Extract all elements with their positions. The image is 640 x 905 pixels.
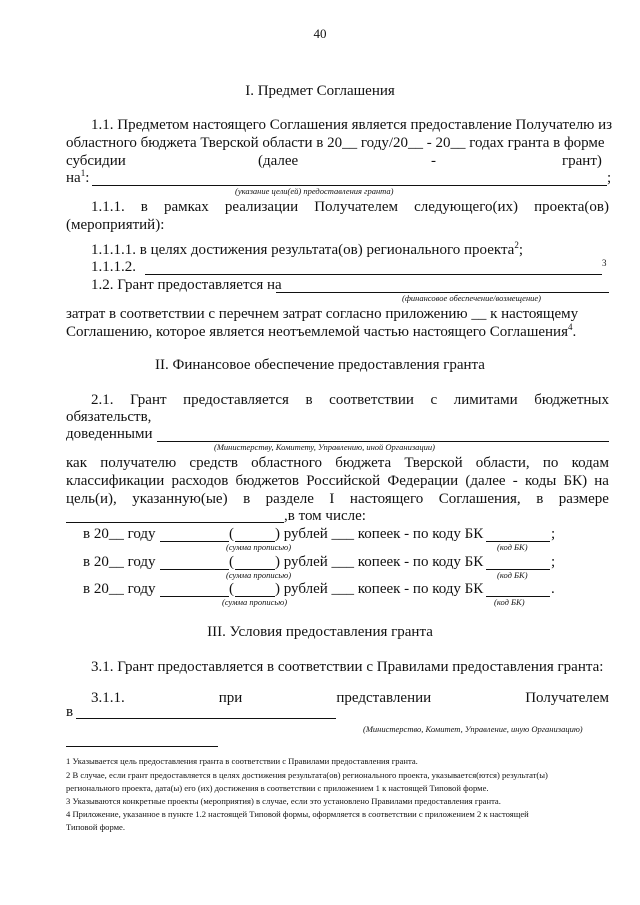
amount-fill-line[interactable]	[160, 596, 229, 597]
word: классификации	[66, 473, 165, 489]
section-2-heading: II. Финансовое обеспечение предоставления гранта	[155, 357, 485, 373]
year-label: в 20__ году	[83, 581, 156, 597]
paragraph-2-1-line-7: ,в том числе:	[284, 508, 366, 524]
paragraph-1-1-line-3-c: -	[431, 153, 436, 169]
word: на	[594, 473, 609, 489]
text-na: на	[66, 170, 81, 186]
paren-open: (	[229, 526, 234, 542]
line-end-semicolon: ;	[607, 170, 612, 186]
footnote-4-line-1: 4 Приложение, указанное в пункте 1.2 настоящей Типовой формы, оформляется в соответствии с приложением 2 к настоящей	[66, 809, 529, 819]
ministry-fill-line-2[interactable]	[76, 718, 336, 719]
footnote-1: 1 Указывается цель предоставления гранта в соответствии с Правилами предоставления гранта.	[66, 756, 418, 766]
text: 1.1.1.1. в целях достижения результата(ов) регионального проекта	[91, 242, 515, 258]
page-number: 40	[313, 26, 327, 41]
word: настоящего	[349, 491, 424, 507]
word: кодам	[571, 455, 609, 471]
text: .	[572, 324, 577, 340]
amount-fill-line[interactable]	[160, 541, 229, 542]
word: указанную(ые)	[132, 491, 228, 507]
word: в	[536, 491, 544, 507]
paragraph-1-2-line-1: 1.2. Грант предоставляется на	[91, 277, 282, 293]
paragraph-2-1-line-6	[66, 491, 609, 508]
word: 2.1.	[91, 392, 114, 408]
row-end: .	[551, 581, 555, 597]
word: соответствии	[329, 392, 414, 408]
word: получателю	[100, 455, 177, 471]
rubles-kopeks-text: ) рублей ___ копеек - по коду БК	[275, 526, 484, 542]
word: Российской	[306, 473, 381, 489]
word: БК)	[563, 473, 588, 489]
paragraph-1-1-line-2: областного бюджета Тверской области в 20__ году/20__ - 20__ годах гранта в форме	[66, 135, 605, 151]
word: Тверской	[404, 455, 463, 471]
amount-fill-line[interactable]	[160, 569, 229, 570]
word: в	[305, 392, 313, 408]
rubles-kopeks-text: ) рублей ___ копеек - по коду БК	[275, 554, 484, 570]
caption-bk-code: (код БК)	[497, 542, 528, 552]
word: Получателем	[525, 690, 609, 706]
word: области,	[475, 455, 530, 471]
word: коды	[524, 473, 557, 489]
word: Грант	[130, 392, 167, 408]
word: реализации	[224, 199, 299, 215]
paragraph-1-1-line-3-d: грант)	[562, 153, 602, 169]
word: при	[218, 690, 243, 706]
row-end: ;	[551, 554, 556, 570]
paragraph-1-1-1-line-2: (мероприятий):	[66, 217, 165, 233]
footnote-ref-4: 4	[567, 322, 573, 332]
word: рамках	[163, 199, 209, 215]
footnote-separator	[66, 746, 218, 747]
paragraph-1-1-line-4	[66, 170, 89, 187]
caption-ministry-2: (Министерство, Комитет, Управление, иную Организацию)	[363, 724, 583, 734]
paren-open: (	[229, 581, 234, 597]
word: расходов	[171, 473, 229, 489]
word: Соглашения,	[438, 491, 521, 507]
total-amount-fill-line[interactable]	[66, 522, 284, 523]
caption-bk-code: (код БК)	[494, 597, 525, 607]
caption-amount-words: (сумма прописью)	[222, 597, 288, 607]
text-colon: :	[85, 170, 90, 186]
row-end: ;	[551, 526, 556, 542]
word: областного	[251, 455, 323, 471]
text: ;	[518, 242, 524, 258]
word: бюджетов	[235, 473, 300, 489]
word: проекта(ов)	[534, 199, 609, 215]
paragraph-2-1-line-4	[66, 455, 609, 472]
paragraph-2-1-line-2: обязательств,	[66, 409, 152, 425]
paragraph-2-1-line-1	[91, 392, 609, 409]
paragraph-3-1-1-line-2: в	[66, 704, 74, 720]
footnote-2-line-2: регионального проекта, дата(ы) его (их) достижения в соответствии с приложением 1 к настоящей Типовой форме.	[66, 783, 489, 793]
footnote-ref-3: 3	[602, 258, 607, 268]
caption-financing: (финансовое обеспечение/возмещение)	[402, 293, 542, 303]
word: лимитами	[453, 392, 518, 408]
word: предоставляется	[183, 392, 289, 408]
paragraph-1-1-line-3-a: субсидии	[66, 153, 126, 169]
word: разделе	[265, 491, 314, 507]
word: -	[512, 473, 518, 489]
caption-purpose: (указание цели(ей) предоставления гранта)	[235, 186, 394, 196]
paragraph-1-1-1-1	[91, 242, 523, 259]
rubles-kopeks-text: ) рублей ___ копеек - по коду БК	[275, 581, 484, 597]
paragraph-1-1-1-2: 1.1.1.2.	[91, 259, 136, 275]
paragraph-3-1-1-line-1	[91, 690, 609, 707]
word: 3.1.1.	[91, 690, 125, 706]
caption-ministry: (Министерству, Комитету, Управлению, иной Организации)	[214, 442, 435, 452]
word: Федерации	[387, 473, 459, 489]
footnote-ref-1: 1	[80, 168, 86, 178]
word: цель(и),	[66, 491, 117, 507]
caption-amount-words: (сумма прописью)	[226, 542, 292, 552]
year-label: в 20__ году	[83, 526, 156, 542]
paragraph-1-2-line-3	[66, 324, 576, 341]
section-1-heading: I. Предмет Соглашения	[245, 83, 395, 99]
footnote-3: 3 Указываются конкретные проекты (мероприятия) в случае, если это установлено Правилами предоставления гранта.	[66, 796, 501, 806]
paragraph-2-1-line-3: доведенными	[66, 426, 153, 442]
footnote-4-line-2: Типовой форме.	[66, 822, 126, 832]
paragraph-2-1-line-5	[66, 473, 609, 490]
word: как	[66, 455, 88, 471]
paragraph-1-1-line-3-b: (далее	[258, 153, 299, 169]
paragraph-3-1: 3.1. Грант предоставляется в соответствии с Правилами предоставления гранта:	[91, 659, 604, 675]
footnote-2-line-1: 2 В случае, если грант предоставляется в целях достижения результата(ов) регионального проекта, указывается(ются) результат(ы)	[66, 770, 548, 780]
year-label: в 20__ году	[83, 554, 156, 570]
word: (далее	[465, 473, 506, 489]
section-3-heading: III. Условия предоставления гранта	[207, 624, 433, 640]
footnote-ref-2: 2	[514, 240, 519, 250]
word: размере	[558, 491, 609, 507]
paragraph-1-1-1-line-1	[91, 199, 609, 216]
project-fill-line[interactable]	[145, 274, 602, 275]
word: Получателем	[314, 199, 399, 215]
word: бюджетных	[534, 392, 609, 408]
paren-open: (	[229, 554, 234, 570]
caption-amount-words: (сумма прописью)	[226, 570, 292, 580]
word: бюджета	[335, 455, 392, 471]
paragraph-1-2-line-2: затрат в соответствии с перечнем затрат согласно приложению __ к настоящему	[66, 306, 579, 322]
text: Соглашению, которое является неотъемлемой частью настоящего Соглашения	[66, 324, 568, 340]
word: в	[243, 491, 251, 507]
word: I	[329, 491, 335, 507]
word: следующего(их)	[414, 199, 519, 215]
word: с	[430, 392, 438, 408]
word: в	[140, 199, 148, 215]
paragraph-1-1-line-1: 1.1. Предметом настоящего Соглашения является предоставление Получателю из	[91, 117, 613, 133]
caption-bk-code: (код БК)	[497, 570, 528, 580]
word: средств	[189, 455, 238, 471]
word: представлении	[336, 690, 432, 706]
word: 1.1.1.	[91, 199, 125, 215]
word: по	[542, 455, 559, 471]
